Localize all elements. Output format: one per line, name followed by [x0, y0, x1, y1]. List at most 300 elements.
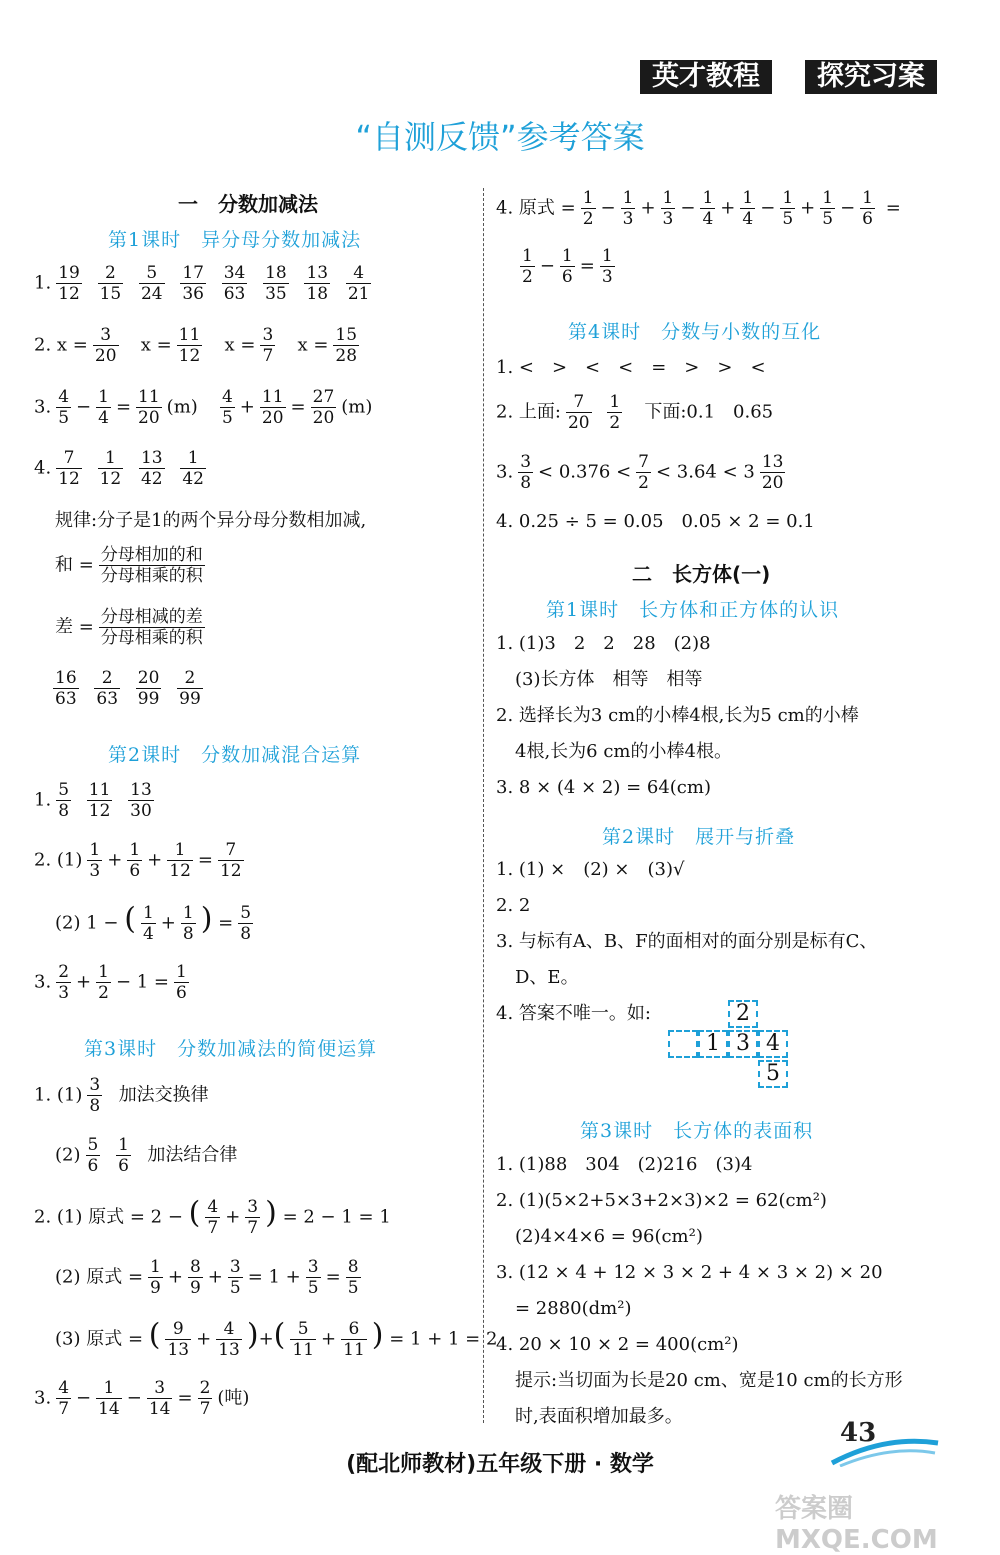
fraction	[99, 545, 205, 586]
denominator: 5	[822, 209, 834, 229]
numerator: 1	[742, 188, 754, 208]
numerator: 1	[862, 188, 873, 208]
question: (3)长方体 相等 相等	[515, 669, 703, 690]
fraction	[346, 1257, 361, 1298]
denominator: 2	[522, 267, 533, 287]
fraction	[87, 840, 102, 881]
fraction	[93, 325, 119, 366]
expr-text: = 1 + 1 = 2	[389, 1328, 498, 1350]
denominator: 6	[118, 1156, 129, 1176]
question	[34, 448, 211, 489]
fraction	[581, 188, 596, 229]
expr-text: (2)	[55, 1144, 81, 1166]
denominator: 7	[247, 1218, 259, 1238]
watermark: 答案圈 MXQE.COM	[775, 1494, 938, 1555]
expr-text: 下面:0.1 0.65	[644, 401, 774, 423]
numerator: 11	[88, 780, 111, 800]
denominator: 6	[87, 1156, 99, 1176]
fraction	[661, 188, 676, 229]
denominator: 8	[182, 924, 194, 944]
fraction	[333, 325, 359, 366]
fraction	[760, 452, 786, 493]
expr-text: (m)	[166, 396, 198, 418]
fraction	[177, 325, 203, 366]
fraction	[56, 780, 71, 821]
expr-text: < 3.64 < 3	[655, 461, 755, 483]
brand-right: 探究习案	[805, 60, 937, 94]
numerator: 4	[58, 387, 70, 407]
fraction	[180, 448, 206, 489]
numerator: 5	[139, 263, 165, 284]
fraction	[139, 263, 165, 304]
expr-text: 2. (1) 原式 = 2 −	[34, 1206, 183, 1228]
question	[496, 452, 790, 493]
fraction	[181, 903, 196, 944]
numerator: 1	[522, 246, 533, 266]
net-face-blank	[668, 1030, 698, 1058]
question: 4根,长为6 cm的小棒4根。	[515, 741, 732, 762]
lesson-title: 第3课时 长方体的表面积	[580, 1120, 814, 1142]
fraction	[263, 263, 289, 304]
denominator: 11	[292, 1340, 315, 1360]
fraction	[860, 188, 875, 229]
footer-text: (配北师教材)五年级下册 · 数学	[346, 1452, 654, 1477]
fraction	[518, 452, 533, 493]
numerator: 5	[87, 1135, 99, 1155]
fraction	[128, 780, 154, 821]
expr-text: − 1 =	[115, 971, 169, 993]
denominator: 20	[94, 346, 117, 366]
denominator: 2	[582, 209, 594, 229]
net-face: 2	[728, 1000, 758, 1028]
numerator: 8	[189, 1257, 201, 1277]
fraction	[306, 1257, 321, 1298]
denominator: 63	[96, 689, 119, 709]
chapter-title: 二 长方体(一)	[632, 562, 771, 586]
question	[496, 392, 773, 433]
denominator: 8	[58, 801, 70, 821]
lesson-title: 第2课时 分数加减混合运算	[108, 744, 362, 766]
numerator: 3	[93, 325, 119, 346]
denominator: 5	[347, 1278, 359, 1298]
numerator: 2	[177, 668, 203, 689]
brand-left: 英才教程	[640, 60, 772, 94]
numerator: 分母相加的和	[100, 545, 203, 565]
numerator: 34	[223, 263, 246, 283]
numerator: 1	[822, 188, 834, 208]
fraction	[260, 325, 275, 366]
denominator: 12	[219, 861, 242, 881]
question: 3. $\frac{2}{3}$ + $\frac{1}{2}$ − 1 = $\frac{1}{6}$	[34, 962, 187, 1003]
denominator: 6	[129, 861, 141, 881]
fraction	[167, 840, 193, 881]
fraction	[566, 392, 592, 433]
net-face: 1	[698, 1030, 728, 1058]
fraction	[238, 903, 253, 944]
cube-net-diagram	[668, 1000, 793, 1090]
fraction	[96, 962, 111, 1003]
expr-text: 1. (1)	[34, 1084, 83, 1106]
fraction	[56, 1378, 71, 1419]
numerator: 3	[89, 1075, 101, 1095]
question: 2. (1) $\frac{1}{3}$ + $\frac{1}{6}$ + $\frac{1}{12}$ = $\frac{7}{12}$	[34, 840, 242, 881]
numerator: 2	[98, 263, 124, 284]
question	[34, 1075, 209, 1116]
fraction	[141, 903, 156, 944]
fraction	[98, 448, 124, 489]
fraction	[136, 387, 162, 428]
fraction	[636, 452, 651, 493]
fraction	[216, 1319, 242, 1360]
fraction	[621, 188, 636, 229]
fraction	[56, 387, 71, 428]
denominator: 8	[240, 924, 252, 944]
denominator: 11	[343, 1340, 365, 1360]
question: = 2880(dm²)	[515, 1298, 632, 1319]
numerator: 1	[118, 1135, 129, 1155]
question: 3. (12 × 4 + 12 × 3 × 2 + 4 × 3 × 2) × 20	[496, 1262, 883, 1283]
hint-text: 时,表面积增加最多。	[515, 1406, 683, 1427]
fraction	[245, 1197, 260, 1238]
denominator: 99	[179, 689, 201, 709]
fraction	[740, 188, 755, 229]
numerator: 1	[98, 387, 109, 407]
denominator: 分母相乘的积	[100, 628, 203, 648]
numerator: 19	[58, 263, 80, 283]
question: D、E。	[515, 967, 579, 988]
fraction	[180, 263, 206, 304]
numerator: 11	[178, 325, 201, 345]
numerator: 18	[265, 263, 287, 283]
column-divider	[483, 188, 484, 1423]
denominator: 35	[265, 284, 287, 304]
fraction	[53, 668, 79, 709]
numerator: 11	[138, 387, 160, 407]
denominator: 12	[88, 801, 111, 821]
expr-text: (m)	[341, 396, 373, 418]
question: 3. 8 × (4 × 2) = 64(cm)	[496, 777, 711, 798]
numerator: 15	[335, 325, 358, 345]
denominator: 9	[189, 1278, 201, 1298]
fraction	[218, 840, 244, 881]
numerator: 1	[167, 840, 193, 861]
question: 1. < > < < = > > <	[496, 357, 766, 378]
fraction	[56, 962, 71, 1003]
expr-text: 4.	[34, 457, 52, 479]
numerator: 3	[229, 1257, 241, 1277]
fraction	[94, 668, 120, 709]
numerator: 4	[346, 263, 372, 284]
fraction	[311, 387, 337, 428]
expr-text: 1.	[34, 272, 52, 294]
denominator: 12	[178, 346, 201, 366]
denominator: 12	[169, 861, 191, 881]
net-face: 3	[728, 1030, 758, 1058]
numerator: 1	[601, 246, 613, 266]
numerator: 5	[290, 1319, 316, 1340]
denominator: 18	[306, 284, 329, 304]
numerator: 3	[520, 452, 532, 472]
lesson-title: 第4课时 分数与小数的互化	[568, 321, 822, 343]
expr-text: 加法结合律	[147, 1144, 238, 1166]
fraction	[560, 246, 575, 287]
numerator: 3	[147, 1378, 173, 1399]
numerator: 13	[130, 780, 152, 800]
expr-text: 2. 上面:	[496, 401, 561, 423]
expr-text: 加法交换律	[118, 1084, 209, 1106]
denominator: 2	[638, 473, 649, 493]
expr-text: 1.	[34, 789, 52, 811]
numerator: 1	[89, 840, 101, 860]
question	[34, 325, 364, 366]
fraction	[56, 448, 82, 489]
rule-sum	[55, 545, 210, 586]
denominator: 2	[98, 983, 109, 1003]
fraction	[139, 448, 165, 489]
denominator: 3	[89, 861, 101, 881]
numerator: 1	[98, 962, 109, 982]
denominator: 20	[312, 408, 335, 428]
expr-text: 2.	[34, 334, 52, 356]
numerator: 1	[180, 448, 206, 469]
denominator: 13	[167, 1340, 190, 1360]
fraction	[607, 392, 622, 433]
numerator: 27	[312, 387, 335, 407]
question	[34, 263, 376, 304]
numerator: 13	[140, 448, 163, 468]
denominator: 20	[567, 413, 590, 433]
denominator: 7	[262, 346, 274, 366]
denominator: 63	[55, 689, 77, 709]
denominator: 12	[58, 284, 80, 304]
fraction	[148, 1257, 163, 1298]
denominator: 12	[99, 469, 122, 489]
fraction	[220, 387, 235, 428]
fraction	[116, 1135, 131, 1176]
numerator: 4	[221, 387, 233, 407]
expr-text: 和 =	[55, 554, 94, 576]
fraction	[520, 246, 535, 287]
rule-diff	[55, 607, 210, 648]
question: 1. (1) × (2) × (3)√	[496, 859, 685, 880]
numerator: 2	[199, 1378, 211, 1398]
denominator: 21	[347, 284, 370, 304]
fraction	[260, 387, 286, 428]
fraction	[87, 1075, 102, 1116]
fraction	[99, 607, 205, 648]
fraction	[87, 780, 113, 821]
numerator: 2	[58, 962, 70, 982]
fraction	[198, 1378, 213, 1419]
numerator: 3	[247, 1197, 259, 1217]
denominator: 7	[199, 1399, 211, 1419]
numerator: 3	[307, 1257, 319, 1277]
question: 1. (1)3 2 2 28 (2)8	[496, 633, 711, 654]
denominator: 5	[221, 408, 233, 428]
expr-text: 4. 原式 =	[496, 197, 576, 219]
expr-text: x =	[56, 334, 88, 356]
denominator: 6	[561, 267, 573, 287]
expr-text: (3) 原式 =	[55, 1328, 144, 1350]
fraction	[700, 188, 715, 229]
denominator: 42	[140, 469, 163, 489]
fraction	[205, 1197, 220, 1238]
denominator: 4	[98, 408, 109, 428]
denominator: 24	[140, 284, 163, 304]
denominator: 42	[182, 469, 204, 489]
question: 3. 与标有A、B、F的面相对的面分别是标有C、	[496, 931, 878, 952]
numerator: 1	[582, 188, 594, 208]
fraction	[147, 1378, 173, 1419]
page-number: 43	[840, 1418, 877, 1448]
numerator: 5	[58, 780, 70, 800]
denominator: 3	[662, 209, 674, 229]
denominator: 9	[150, 1278, 161, 1298]
fraction	[136, 668, 162, 709]
hint-text: 提示:当切面为长是20 cm、宽是10 cm的长方形	[515, 1370, 903, 1391]
question: 2. (1)(5×2+5×3+2×3)×2 = 62(cm²)	[496, 1190, 827, 1211]
lesson-title: 第3课时 分数加减法的简便运算	[84, 1038, 378, 1060]
denominator: 36	[182, 284, 204, 304]
expr-text: = 2 − 1 = 1	[282, 1206, 391, 1228]
numerator: 3	[262, 325, 274, 345]
question: 4. 0.25 ÷ 5 = 0.05 0.05 × 2 = 0.1	[496, 511, 815, 532]
denominator: 30	[130, 801, 152, 821]
denominator: 14	[148, 1399, 171, 1419]
numerator: 1	[561, 246, 573, 266]
expr-text: 3.	[496, 461, 514, 483]
fraction	[98, 263, 124, 304]
denominator: 14	[98, 1399, 120, 1419]
fraction	[780, 188, 795, 229]
denominator: 63	[223, 284, 246, 304]
expr-text: 2. (1)	[34, 849, 83, 871]
net-face: 5	[758, 1060, 788, 1088]
numerator: 7	[638, 452, 649, 472]
expr-text: 3.	[34, 1387, 52, 1409]
question: 4. 原式 = $\frac{1}{2}$ − $\frac{1}{3}$ + $\frac{1}{3}$ − $\frac{1}{4}$ + $\frac{1}{4}$ − $\frac{1}{5}$ + $\frac{1}{5}$ − $\frac{1}{6}$ =	[496, 188, 901, 229]
fraction	[346, 263, 372, 304]
question: (2) 原式 = $\frac{1}{9}$ + $\frac{8}{9}$ + $\frac{3}{5}$ = 1 + $\frac{3}{5}$ = $\frac{8}{5}$	[55, 1257, 359, 1298]
question: 3. $\frac{4}{5}$ − $\frac{1}{4}$ = $\frac{11}{20}$ (m) $\frac{4}{5}$ + $\frac{11}{20}$ = $\frac{27}{20}$ (m)	[34, 387, 373, 428]
fraction	[228, 1257, 243, 1298]
lesson-title: 第2课时 展开与折叠	[602, 826, 796, 848]
fraction	[174, 962, 189, 1003]
denominator: 20	[138, 408, 160, 428]
expr-text: x =	[297, 334, 329, 356]
expr-text: x =	[224, 334, 256, 356]
denominator: 5	[782, 209, 794, 229]
question	[34, 780, 159, 821]
lesson-title: 第1课时 长方体和正方体的认识	[546, 599, 840, 621]
numerator: 4	[207, 1197, 219, 1217]
denominator: 20	[761, 473, 784, 493]
denominator: 2	[609, 413, 621, 433]
numerator: 2	[94, 668, 120, 689]
net-face: 4	[758, 1030, 788, 1058]
question: 4. 20 × 10 × 2 = 400(cm²)	[496, 1334, 739, 1355]
fraction	[96, 387, 111, 428]
numerator: 16	[55, 668, 77, 688]
numerator: 13	[761, 452, 784, 472]
numerator: 1	[96, 1378, 122, 1399]
denominator: 99	[137, 689, 160, 709]
numerator: 1	[176, 962, 187, 982]
lesson-title: 第1课时 异分母分数加减法	[108, 229, 362, 251]
denominator: 3	[622, 209, 634, 229]
question: (2) 1 − ( $\frac{1}{4}$ + $\frac{1}{8}$ ) = $\frac{5}{8}$	[55, 901, 252, 944]
numerator: 1	[129, 840, 141, 860]
denominator: 8	[89, 1096, 101, 1116]
question: 4. 答案不唯一。如:	[496, 1003, 651, 1024]
fraction	[290, 1319, 316, 1360]
numerator: 1	[662, 188, 674, 208]
numerator: 分母相减的差	[100, 607, 203, 627]
expr-text: 3.	[34, 396, 52, 418]
denominator: 6	[176, 983, 187, 1003]
numerator: 1	[150, 1257, 161, 1277]
question: (3) 原式 = ( $\frac{9}{13}$ + $\frac{4}{13}$ )+( $\frac{5}{11}$ + $\frac{6}{11}$ ) = 1 + 1 = 2	[55, 1317, 498, 1360]
question: (2)4×4×6 = 96(cm²)	[515, 1226, 703, 1247]
numerator: 1	[142, 903, 154, 923]
denominator: 7	[58, 1399, 70, 1419]
numerator: 7	[566, 392, 592, 413]
question: 2. 2	[496, 895, 531, 916]
fraction	[127, 840, 142, 881]
expr-text: x =	[140, 334, 172, 356]
numerator: 1	[622, 188, 634, 208]
fraction	[56, 263, 82, 304]
denominator: 5	[58, 408, 70, 428]
denominator: 15	[99, 284, 122, 304]
denominator: 7	[207, 1218, 219, 1238]
fraction	[177, 668, 203, 709]
denominator: 5	[229, 1278, 241, 1298]
question: 3. $\frac{4}{7}$ − $\frac{1}{14}$ − $\frac{3}{14}$ = $\frac{2}{7}$ (吨)	[34, 1378, 250, 1419]
expr-text: < 0.376 <	[538, 461, 632, 483]
denominator: 分母相乘的积	[100, 566, 203, 586]
fraction	[304, 263, 330, 304]
fraction	[86, 1135, 101, 1176]
question	[55, 1135, 237, 1176]
numerator: 20	[137, 668, 160, 688]
fraction	[96, 1378, 122, 1419]
denominator: 5	[307, 1278, 319, 1298]
question: $\frac{1}{2}$ − $\frac{1}{6}$ = $\frac{1}{3}$	[522, 246, 613, 287]
denominator: 4	[702, 209, 714, 229]
expr-text: = 1 +	[247, 1266, 301, 1288]
rule-text: 规律:分子是1的两个异分母分数相加减,	[55, 510, 367, 531]
fraction	[222, 263, 248, 304]
numerator: 1	[702, 188, 714, 208]
numerator: 9	[165, 1319, 191, 1340]
numerator: 8	[347, 1257, 359, 1277]
fraction	[600, 246, 615, 287]
numerator: 17	[182, 263, 204, 283]
numerator: 6	[341, 1319, 367, 1340]
denominator: 12	[58, 469, 80, 489]
fraction	[820, 188, 835, 229]
numerator: 1	[782, 188, 794, 208]
numerator: 5	[240, 903, 252, 923]
denominator: 8	[520, 473, 532, 493]
expr-text: 差 =	[55, 616, 94, 638]
fraction	[188, 1257, 203, 1298]
numerator: 4	[216, 1319, 242, 1340]
numerator: 1	[182, 903, 194, 923]
numerator: 4	[58, 1378, 70, 1398]
fraction	[165, 1319, 191, 1360]
